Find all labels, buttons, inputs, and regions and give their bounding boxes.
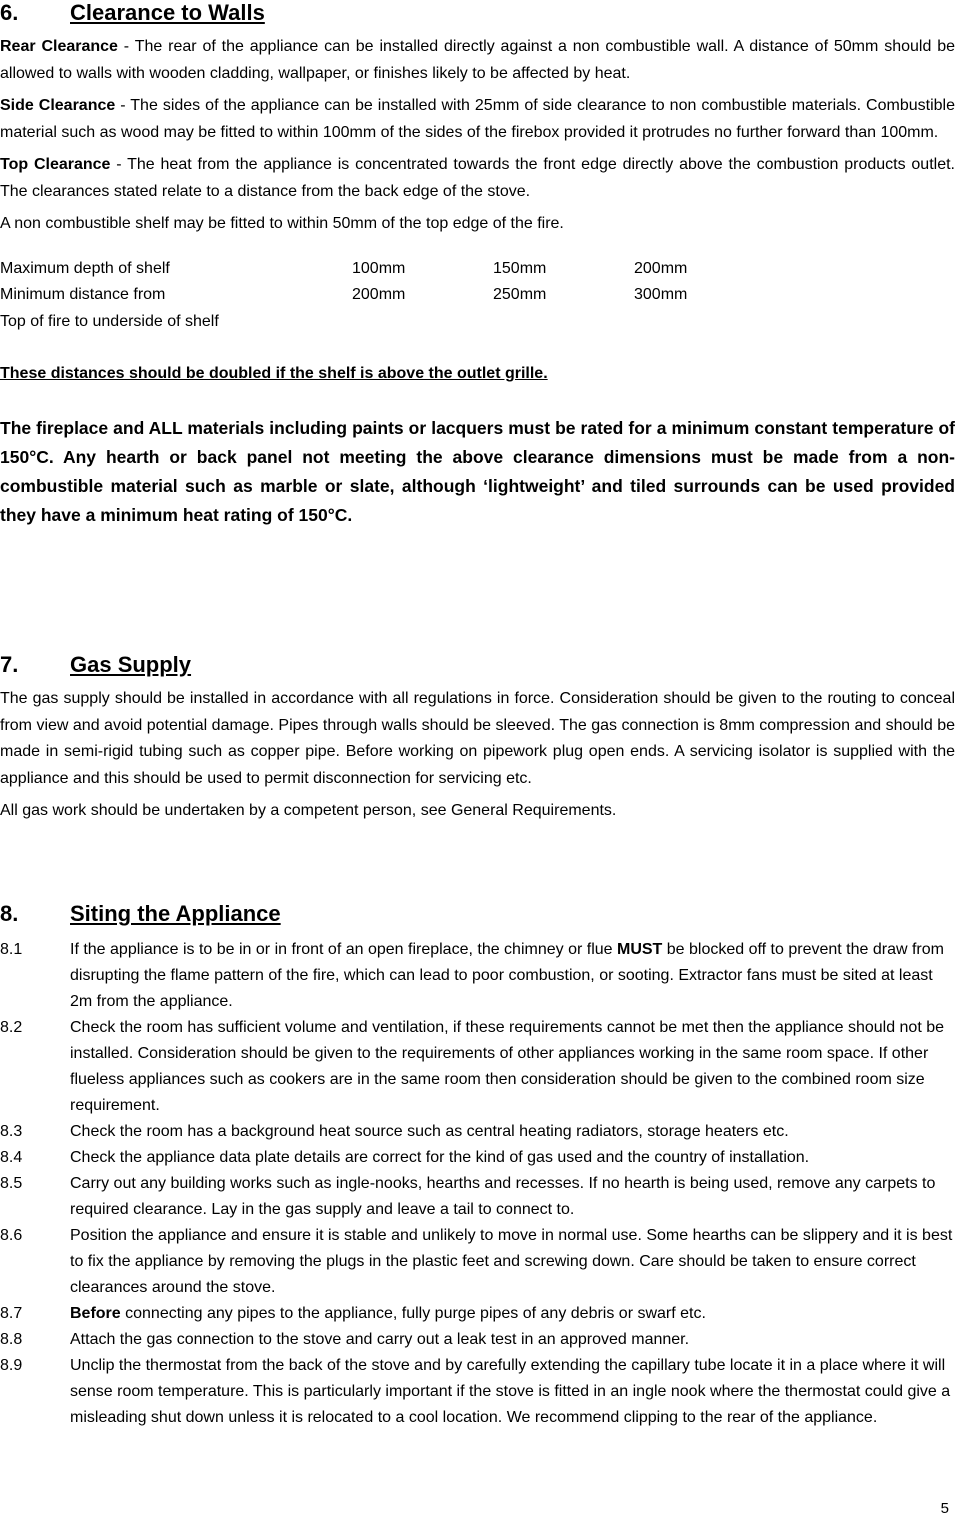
top-clearance-label: Top Clearance [0,156,111,173]
gas-supply-paragraph: The gas supply should be installed in accordance with all regulations in force. Consideration should be given to the routing to conceal from view and avoid potential damage. Pipes through walls should be sleeved. The gas connection is 8mm compression and should be made in semi-rigid tubing such as copper pipe. Before working on pipework plug open ends. A servicing isolator is supplied with the appliance and this should be used to permit disconnection for servicing etc. [0,690,955,787]
list-item-text: Check the room has a background heat source such as central heating radiators, storage heaters etc. [70,1123,789,1140]
list-item-number: 8.3 [0,1123,23,1140]
list-item [0,1301,955,1327]
list-item [0,1353,955,1431]
table-cell: Minimum distance from [0,286,166,303]
table-cell: 300mm [634,286,688,303]
list-item-text: Check the room has sufficient volume and ventilation, if these requirements cannot be met then the appliance should not be installed. Consideration should be given to the requirements of other appliances working in the same room space. If other flueless appliances such as cookers are in the same room then consideration should be given to the combined room size requirement. [70,1019,945,1114]
section-number: 8. [0,901,19,926]
section-title: Clearance to Walls [70,0,265,25]
table-row [0,256,754,283]
gas-work-paragraph: All gas work should be undertaken by a competent person, see General Requirements. [0,802,617,819]
emphasis: MUST [617,941,663,958]
side-clearance-text: - The sides of the appliance can be installed with 25mm of side clearance to non combustible materials. Combustible material such as wood may be fitted to within 100mm of the sides of the firebox provided it protrudes no further forward than 100mm. [0,97,955,141]
list-item-text: Position the appliance and ensure it is stable and unlikely to move in normal use. Some hearths can be slippery and it is best to fix the appliance by removing the plugs in the plastic feet and screwing down. Care should be taken to ensure correct clearances around the stove. [70,1227,953,1296]
section-heading [0,652,955,678]
list-item-number: 8.2 [0,1019,23,1036]
list-item [0,1119,955,1145]
table-cell: Top of fire to underside of shelf [0,312,219,330]
table-row [0,309,754,336]
list-item [0,1327,955,1353]
section-heading [0,0,955,26]
emphasis: Before [70,1305,121,1322]
list-item [0,1223,955,1301]
rear-clearance-paragraph [0,34,955,87]
page-number: 5 [940,1500,949,1517]
list-item [0,1171,955,1223]
list-item-number: 8.4 [0,1149,23,1166]
text-run: If the appliance is to be in or in front of an open fireplace, the chimney or flue [70,941,617,958]
shelf-paragraph: A non combustible shelf may be fitted to within 50mm of the top edge of the fire. [0,215,564,232]
list-item-text: Check the appliance data plate details are correct for the kind of gas used and the country of installation. [70,1149,810,1166]
list-item-number: 8.7 [0,1305,23,1322]
list-item [0,1145,955,1171]
list-item-number: 8.5 [0,1175,23,1192]
list-item-number: 8.1 [0,941,23,958]
text-run: connecting any pipes to the appliance, fully purge pipes of any debris or swarf etc. [120,1305,706,1322]
list-item-number: 8.8 [0,1331,23,1348]
table-cell: 250mm [493,286,547,303]
section-clearance-to-walls [0,0,955,536]
section-number: 6. [0,0,19,25]
table-cell: 100mm [352,259,406,277]
list-item [0,937,955,1015]
side-clearance-label: Side Clearance [0,97,116,114]
table-cell: 150mm [493,259,547,277]
table-cell: 200mm [634,259,688,277]
list-item-number: 8.6 [0,1227,23,1244]
shelf-clearance-table [0,256,754,336]
top-clearance-paragraph [0,152,955,205]
table-cell: 200mm [352,286,406,303]
temperature-warning: The fireplace and ALL materials including paints or lacquers must be rated for a minimum constant temperature of 150°C. Any hearth or back panel not meeting the above clearance dimensions must be made from a non-combustible material such as marble or slate, although ‘lightweight’ and tiled surrounds can be used provided they have a minimum heat rating of 150°C. [0,417,955,525]
table-cell: Maximum depth of shelf [0,259,170,277]
list-item-text [70,937,955,1015]
list-item [0,1015,955,1119]
list-item-text: Attach the gas connection to the stove and carry out a leak test in an approved manner. [70,1331,690,1348]
list-item-text: Carry out any building works such as ingle-nooks, hearths and recesses. If no hearth is being used, remove any carpets to required clearance. Lay in the gas supply and leave a tail to connect to. [70,1175,936,1218]
section-siting-the-appliance [0,901,955,1431]
side-clearance-paragraph [0,93,955,146]
table-row [0,282,754,309]
section-heading [0,901,955,927]
section-title: Siting the Appliance [70,901,281,926]
rear-clearance-text: - The rear of the appliance can be installed directly against a non combustible wall. A distance of 50mm should be allowed to walls with wooden cladding, wallpaper, or finishes likely to be affected by heat. [0,38,955,82]
text-run: be blocked off to prevent the draw from disrupting the flame pattern of the fire, which can lead to poor combustion, or sooting. Extractor fans must be sited at least 2m from the appliance. [70,941,944,1010]
section-title: Gas Supply [70,652,192,677]
section-gas-supply [0,652,955,831]
top-clearance-text: - The heat from the appliance is concentrated towards the front edge directly above the combustion products outlet. The clearances stated relate to a distance from the back edge of the stove. [0,156,955,200]
list-item-text: Unclip the thermostat from the back of the stove and by carefully extending the capillary tube locate it in a place where it will sense room temperature. This is particularly important if the stove is fitted in an ingle nook where the thermostat could give a misleading shut down unless it is relocated to a cool location. We recommend clipping to the rear of the appliance. [70,1357,951,1426]
shelf-note: These distances should be doubled if the shelf is above the outlet grille. [0,365,548,382]
section-number: 7. [0,652,19,677]
rear-clearance-label: Rear Clearance [0,38,118,55]
list-item-text [70,1301,955,1327]
list-item-number: 8.9 [0,1357,23,1374]
